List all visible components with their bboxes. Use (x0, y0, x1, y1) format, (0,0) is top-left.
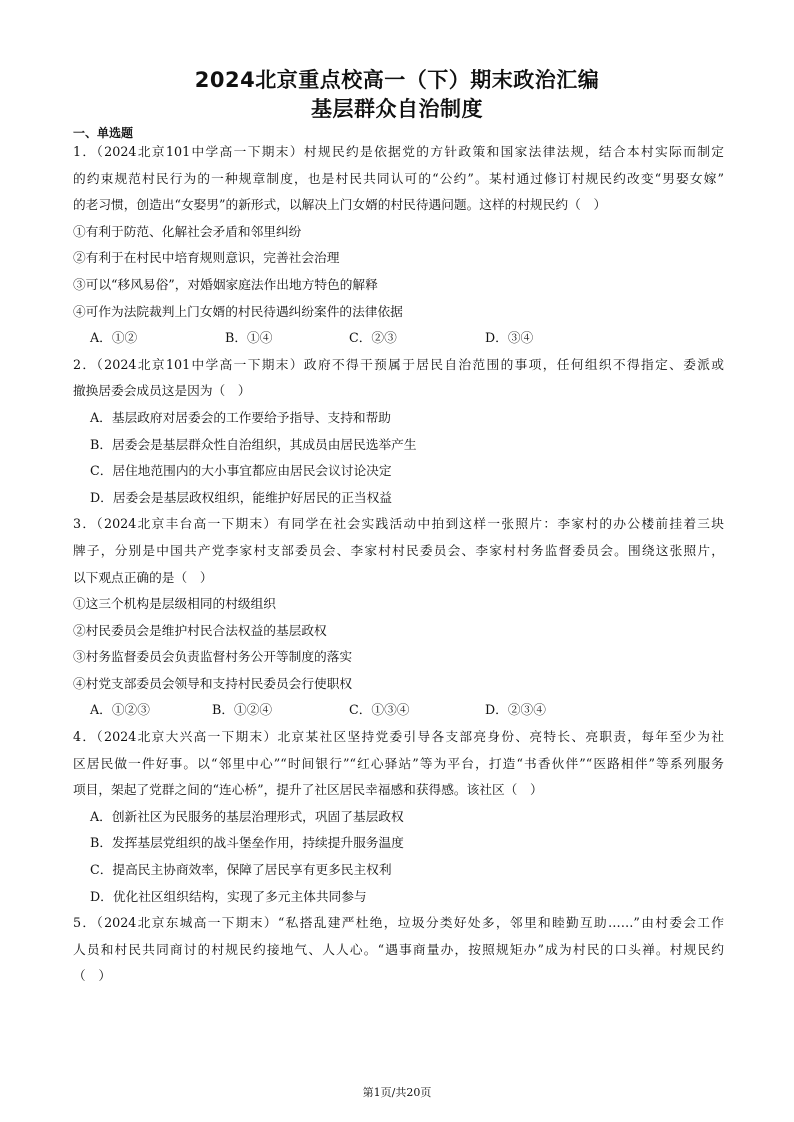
question-stem-line: 3．（2024北京丰台高一下期末）有同学在社会实践活动中拍到这样一张照片：李家村的办公楼前挂着三块 (73, 516, 724, 532)
statement-item: ①这三个机构是层级相同的村级组织 (73, 596, 276, 612)
page-number-footer: 第1页/共20页 (362, 1086, 432, 1099)
question-stem-line: （ ） (73, 968, 112, 984)
question-list (73, 139, 724, 990)
statement-item: ①有利于防范、化解社会矛盾和邻里纠纷 (73, 223, 302, 239)
answer-options (73, 697, 724, 724)
section-heading: 一、单选题 (73, 126, 134, 140)
question-stem-line: 人员和村民共同商讨的村规民约接地气、人人心。“遇事商量办，按照规矩办”成为村民的口头禅。村规民约 (73, 941, 724, 957)
question-stem-line: 以下观点正确的是（ ） (73, 569, 213, 585)
option-c: C．①③④ (349, 702, 410, 718)
choice-a: A．基层政府对居委会的工作要给予指导、支持和帮助 (90, 409, 391, 425)
choice-c: C．提高民主协商效率，保障了居民享有更多民主权利 (90, 862, 392, 878)
statement-item: ③村务监督委员会负责监督村务公开等制度的落实 (73, 649, 353, 665)
option-b: B．①④ (225, 330, 273, 346)
option-d: D．②③④ (485, 702, 546, 718)
question-stem-line: 5．（2024北京东城高一下期末）“私搭乱建严杜绝，垃圾分类好处多，邻里和睦勤互助……”由村委会工作 (73, 915, 724, 931)
choice-b: B．居委会是基层群众性自治组织，其成员由居民选举产生 (90, 436, 417, 452)
question-stem-line: 4．（2024北京大兴高一下期末）北京某社区坚持党委引导各支部亮身份、亮特长、亮职责，每年至少为社 (73, 729, 724, 745)
statement-item: ④可作为法院裁判上门女婿的村民待遇纠纷案件的法律依据 (73, 303, 403, 319)
document-title: 2024北京重点校高一（下）期末政治汇编 (194, 68, 600, 92)
question-stem-line: 区居民做一件好事。以“邻里中心”“时间银行”“红心驿站”等为平台，打造“书香伙伴”“医路相伴”等系列服务 (73, 755, 724, 771)
question-stem-line: 项目，架起了党群之间的“连心桥”，提升了社区居民幸福感和获得感。该社区（ ） (73, 782, 543, 798)
question-stem-line: 的约束规范村民行为的一种规章制度，也是村民共同认可的“公约”。某村通过修订村规民约改变“男娶女嫁” (73, 170, 724, 186)
option-a: A．①②③ (90, 702, 150, 718)
question-5 (73, 910, 724, 990)
choice-a: A．创新社区为民服务的基层治理形式，巩固了基层政权 (90, 808, 404, 824)
choice-d: D．居委会是基层政权组织，能维护好居民的正当权益 (90, 489, 392, 505)
question-4 (73, 724, 724, 910)
option-c: C．②③ (349, 330, 397, 346)
choice-d: D．优化社区组织结构，实现了多元主体共同参与 (90, 888, 367, 904)
question-stem-line: 撤换居委会成员这是因为（ ） (73, 383, 251, 399)
question-stem-line: 1．（2024北京101中学高一下期末）村规民约是依据党的方针政策和国家法律法规，结合本村实际而制定 (73, 144, 724, 159)
option-b: B．①②④ (212, 702, 273, 718)
question-1 (73, 139, 724, 352)
option-d: D．③④ (485, 330, 534, 346)
choice-b: B．发挥基层党组织的战斗堡垒作用，持续提升服务温度 (90, 835, 404, 851)
statement-item: ②有利于在村民中培育规则意识，完善社会治理 (73, 250, 340, 266)
document-subtitle: 基层群众自治制度 (311, 97, 483, 121)
choice-c: C．居住地范围内的大小事宜都应由居民会议讨论决定 (90, 463, 392, 479)
statement-item: ④村党支部委员会领导和支持村民委员会行使职权 (73, 675, 353, 691)
statement-item: ③可以“移风易俗”，对婚姻家庭法作出地方特色的解释 (73, 276, 378, 292)
question-stem-line: 的老习惯，创造出“女娶男”的新形式，以解决上门女婿的村民待遇问题。这样的村规民约（ ） (73, 197, 607, 213)
statement-item: ②村民委员会是维护村民合法权益的基层政权 (73, 622, 327, 638)
question-stem-line: 2．（2024北京101中学高一下期末）政府不得干预属于居民自治范围的事项，任何组织不得指定、委派或 (73, 356, 724, 372)
option-a: A．①② (90, 330, 138, 346)
question-3 (73, 511, 724, 724)
question-stem-line: 牌子，分别是中国共产党李家村支部委员会、李家村村民委员会、李家村村务监督委员会。围绕这张照片， (73, 542, 724, 558)
question-2 (73, 352, 724, 512)
answer-options (73, 325, 724, 352)
